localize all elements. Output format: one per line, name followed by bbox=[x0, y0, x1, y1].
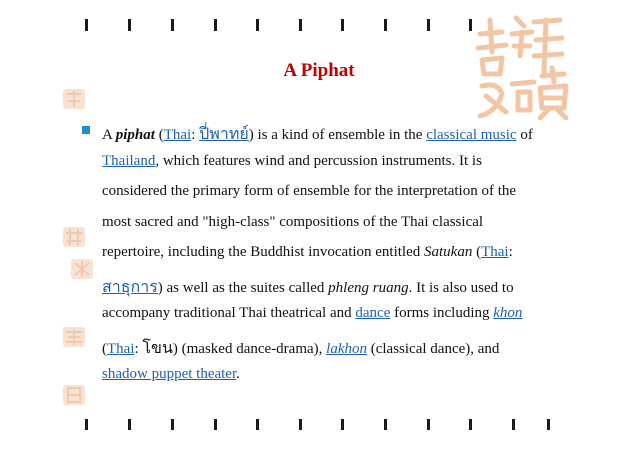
tick-mark bbox=[427, 19, 430, 31]
text-segment: ) as well as the suites called bbox=[157, 279, 329, 296]
tick-mark bbox=[214, 19, 217, 31]
text-segment: ( bbox=[472, 244, 482, 260]
paragraph-line bbox=[102, 183, 516, 200]
tick-mark bbox=[299, 19, 302, 31]
paragraph-line bbox=[102, 153, 482, 170]
decorative-seal-icon bbox=[62, 226, 86, 248]
tick-mark bbox=[427, 419, 430, 430]
inline-link[interactable]: สาธุการ bbox=[102, 276, 158, 296]
tick-mark bbox=[341, 19, 344, 31]
tick-mark bbox=[512, 419, 515, 430]
text-segment: ( bbox=[102, 340, 107, 357]
paragraph-line bbox=[102, 122, 533, 147]
decorative-seal-icon bbox=[70, 258, 94, 280]
text-segment: ( bbox=[154, 127, 164, 143]
tick-mark bbox=[341, 419, 344, 430]
paragraph-line bbox=[102, 366, 240, 383]
text-segment: . bbox=[236, 366, 240, 382]
text-segment: forms including bbox=[390, 305, 494, 321]
slide-title: A Piphat bbox=[283, 60, 355, 81]
inline-link[interactable]: ปี่พาทย์ bbox=[199, 124, 249, 143]
inline-link[interactable]: dance bbox=[355, 305, 391, 321]
tick-mark bbox=[384, 19, 387, 31]
tick-mark bbox=[299, 419, 302, 430]
text-segment: A bbox=[102, 127, 116, 143]
tick-mark bbox=[256, 19, 259, 31]
text-segment: : bbox=[134, 340, 143, 357]
text-segment: Satukan bbox=[424, 244, 473, 260]
inline-link[interactable]: Thai bbox=[107, 340, 135, 357]
tick-mark bbox=[384, 419, 387, 430]
text-segment: ) is a kind of ensemble in the bbox=[248, 127, 427, 143]
tick-mark bbox=[214, 419, 217, 430]
bullet-icon bbox=[82, 126, 90, 134]
text-segment: considered the primary form of ensemble for the interpretation of the bbox=[102, 183, 517, 199]
paragraph-line bbox=[102, 244, 513, 261]
tick-mark bbox=[547, 419, 550, 430]
text-segment: ) (masked dance-drama), bbox=[172, 340, 327, 357]
inline-link[interactable]: Thai bbox=[481, 244, 509, 260]
paragraph-line bbox=[102, 214, 483, 231]
text-segment: โขน bbox=[142, 337, 173, 357]
decorative-seal-icon bbox=[62, 326, 86, 348]
inline-link[interactable]: shadow puppet theater bbox=[102, 366, 237, 382]
tick-mark bbox=[128, 19, 131, 31]
text-segment: of bbox=[516, 127, 533, 143]
inline-link[interactable]: Thai bbox=[163, 127, 192, 143]
inline-link[interactable]: classical music bbox=[426, 127, 517, 143]
decorative-seal-icon bbox=[62, 88, 86, 110]
paragraph-line bbox=[102, 305, 522, 322]
text-segment: . It is also used to bbox=[408, 279, 514, 296]
decorative-seal-icon bbox=[62, 384, 86, 406]
inline-link[interactable]: Thailand bbox=[102, 152, 156, 169]
text-segment: (classical dance), and bbox=[366, 340, 500, 357]
inline-link[interactable]: lakhon bbox=[326, 340, 367, 357]
text-segment: : bbox=[508, 244, 513, 260]
text-segment: piphat bbox=[115, 127, 155, 143]
tick-mark bbox=[128, 419, 131, 430]
text-segment: phleng ruang bbox=[328, 279, 409, 296]
paragraph-line bbox=[102, 275, 514, 300]
text-segment: , which features wind and percussion instruments. It is bbox=[155, 152, 482, 169]
tick-mark bbox=[85, 419, 88, 430]
tick-mark bbox=[469, 419, 472, 430]
tick-mark bbox=[85, 19, 88, 31]
paragraph-line bbox=[102, 336, 499, 361]
inline-link[interactable]: khon bbox=[493, 305, 523, 321]
text-segment: most sacred and "high-class" compositions of the Thai classical bbox=[102, 213, 484, 230]
text-segment: repertoire, including the Buddhist invocation entitled bbox=[102, 244, 425, 260]
tick-mark bbox=[256, 419, 259, 430]
tick-mark bbox=[171, 19, 174, 31]
text-segment: accompany traditional Thai theatrical and bbox=[102, 305, 356, 321]
tick-mark bbox=[171, 419, 174, 430]
text-segment: : bbox=[191, 127, 200, 143]
